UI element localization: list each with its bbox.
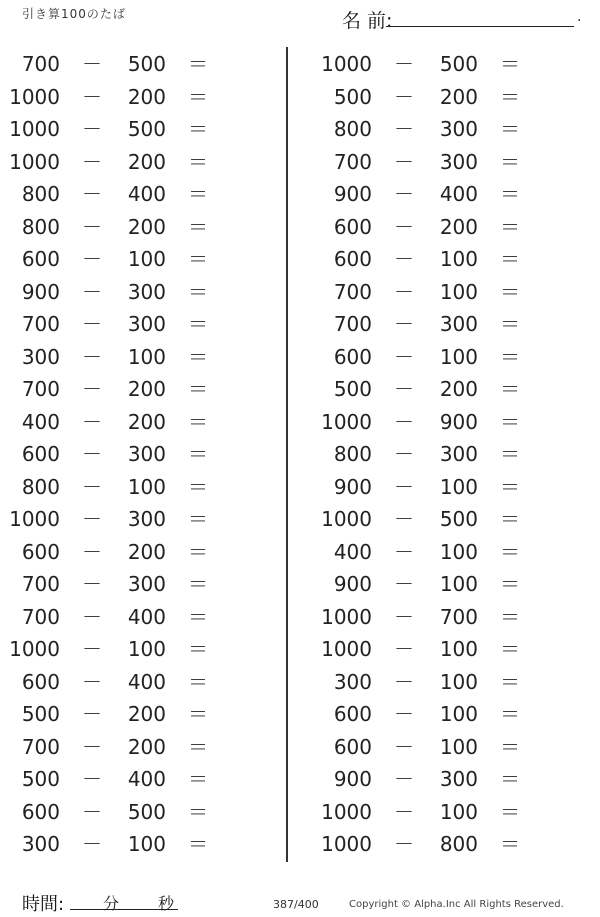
equals-sign: ＝ — [500, 279, 520, 304]
subtrahend: 500 — [127, 52, 166, 76]
problem-row — [0, 149, 600, 175]
minuend: 900 — [333, 474, 372, 499]
minus-sign: － — [82, 507, 102, 531]
equals-sign: ＝ — [188, 182, 208, 206]
equals-sign: ＝ — [500, 214, 520, 239]
minuend: 900 — [333, 572, 372, 596]
problem-row — [0, 506, 600, 532]
minuend: 600 — [21, 799, 60, 824]
minus-sign: － — [82, 214, 102, 239]
problem-row — [0, 311, 600, 337]
problem-row — [0, 604, 600, 630]
subtrahend: 200 — [127, 214, 166, 239]
minus-sign: － — [82, 117, 102, 141]
subtrahend: 100 — [127, 832, 166, 856]
minuend: 300 — [21, 832, 60, 856]
minuend: 1000 — [9, 149, 60, 174]
equals-sign: ＝ — [500, 442, 520, 466]
equals-sign: ＝ — [188, 214, 208, 239]
subtrahend: 200 — [127, 702, 166, 726]
equals-sign: ＝ — [500, 344, 520, 369]
minuend: 800 — [333, 442, 372, 466]
minuend: 1000 — [321, 409, 372, 434]
problem-row — [0, 181, 600, 207]
minuend: 300 — [21, 344, 60, 369]
equals-sign: ＝ — [188, 344, 208, 369]
subtrahend: 500 — [127, 799, 166, 824]
minuend: 800 — [21, 214, 60, 239]
minus-sign: － — [394, 702, 414, 726]
subtrahend: 500 — [439, 507, 478, 531]
subtrahend: 700 — [439, 604, 478, 629]
minus-sign: － — [82, 182, 102, 206]
equals-sign: ＝ — [188, 52, 208, 76]
problem-row — [0, 539, 600, 565]
problem-row — [0, 376, 600, 402]
minuend: 800 — [333, 117, 372, 141]
equals-sign: ＝ — [188, 734, 208, 759]
minus-sign: － — [82, 539, 102, 564]
minuend: 900 — [21, 279, 60, 304]
subtrahend: 400 — [127, 182, 166, 206]
minuend: 700 — [21, 312, 60, 336]
minuend: 1000 — [9, 507, 60, 531]
subtrahend: 800 — [439, 832, 478, 856]
problem-row — [0, 214, 600, 240]
subtrahend: 300 — [127, 572, 166, 596]
problem-row — [0, 246, 600, 272]
subtrahend: 400 — [127, 669, 166, 694]
equals-sign: ＝ — [500, 377, 520, 401]
minus-sign: － — [82, 247, 102, 271]
problem-row — [0, 51, 600, 77]
minus-sign: － — [394, 214, 414, 239]
equals-sign: ＝ — [188, 442, 208, 466]
minuend: 400 — [333, 539, 372, 564]
equals-sign: ＝ — [500, 604, 520, 629]
minuend: 900 — [333, 182, 372, 206]
minus-sign: － — [394, 247, 414, 271]
worksheet-title: 引き算100のたば — [22, 7, 126, 21]
subtrahend: 300 — [127, 279, 166, 304]
equals-sign: ＝ — [188, 247, 208, 271]
minuend: 1000 — [9, 117, 60, 141]
minus-sign: － — [82, 799, 102, 824]
subtrahend: 400 — [127, 604, 166, 629]
equals-sign: ＝ — [500, 799, 520, 824]
equals-sign: ＝ — [500, 734, 520, 759]
equals-sign: ＝ — [188, 312, 208, 336]
subtrahend: 400 — [439, 182, 478, 206]
minus-sign: － — [394, 442, 414, 466]
minus-sign: － — [394, 344, 414, 369]
equals-sign: ＝ — [500, 149, 520, 174]
minuend: 800 — [21, 182, 60, 206]
problem-row — [0, 344, 600, 370]
subtrahend: 100 — [439, 702, 478, 726]
minus-sign: － — [82, 702, 102, 726]
subtrahend: 300 — [439, 149, 478, 174]
minus-sign: － — [394, 149, 414, 174]
subtrahend: 100 — [439, 474, 478, 499]
problem-row — [0, 734, 600, 760]
subtrahend: 300 — [439, 767, 478, 791]
equals-sign: ＝ — [500, 312, 520, 336]
subtrahend: 200 — [439, 377, 478, 401]
equals-sign: ＝ — [500, 474, 520, 499]
minuend: 600 — [333, 344, 372, 369]
equals-sign: ＝ — [500, 247, 520, 271]
subtrahend: 500 — [127, 117, 166, 141]
minuend: 700 — [21, 604, 60, 629]
minus-sign: － — [394, 767, 414, 791]
minus-sign: － — [394, 507, 414, 531]
minus-sign: － — [82, 52, 102, 76]
minus-sign: － — [394, 377, 414, 401]
subtrahend: 100 — [439, 279, 478, 304]
minuend: 600 — [21, 539, 60, 564]
minus-sign: － — [82, 669, 102, 694]
minus-sign: － — [394, 409, 414, 434]
subtrahend: 300 — [127, 507, 166, 531]
minuend: 1000 — [321, 52, 372, 76]
subtrahend: 100 — [439, 669, 478, 694]
minuend: 1000 — [9, 637, 60, 661]
minuend: 700 — [21, 52, 60, 76]
minus-sign: － — [82, 149, 102, 174]
subtrahend: 200 — [127, 84, 166, 109]
equals-sign: ＝ — [188, 149, 208, 174]
subtrahend: 200 — [127, 539, 166, 564]
problem-row — [0, 799, 600, 825]
subtrahend: 300 — [127, 442, 166, 466]
problem-row — [0, 409, 600, 435]
minus-sign: － — [394, 604, 414, 629]
name-field-line — [386, 26, 574, 27]
minus-sign: － — [82, 767, 102, 791]
subtrahend: 200 — [439, 84, 478, 109]
minus-sign: － — [394, 474, 414, 499]
subtrahend: 100 — [439, 344, 478, 369]
minutes-label: 分 — [103, 894, 120, 913]
problem-row — [0, 279, 600, 305]
problem-row — [0, 701, 600, 727]
subtrahend: 100 — [439, 799, 478, 824]
subtrahend: 100 — [439, 247, 478, 271]
minuend: 1000 — [321, 604, 372, 629]
minuend: 700 — [21, 572, 60, 596]
subtrahend: 900 — [439, 409, 478, 434]
subtrahend: 500 — [439, 52, 478, 76]
subtrahend: 100 — [439, 572, 478, 596]
minuend: 1000 — [321, 799, 372, 824]
minuend: 700 — [21, 734, 60, 759]
subtrahend: 200 — [127, 377, 166, 401]
equals-sign: ＝ — [188, 572, 208, 596]
minus-sign: － — [394, 84, 414, 109]
problem-row — [0, 636, 600, 662]
minus-sign: － — [394, 539, 414, 564]
minuend: 700 — [333, 279, 372, 304]
minus-sign: － — [82, 832, 102, 856]
minus-sign: － — [82, 734, 102, 759]
subtrahend: 400 — [127, 767, 166, 791]
subtrahend: 100 — [439, 734, 478, 759]
equals-sign: ＝ — [188, 669, 208, 694]
minuend: 600 — [333, 734, 372, 759]
minus-sign: － — [82, 377, 102, 401]
minus-sign: － — [394, 734, 414, 759]
problem-row — [0, 669, 600, 695]
subtrahend: 100 — [439, 539, 478, 564]
minus-sign: － — [82, 344, 102, 369]
minus-sign: － — [82, 84, 102, 109]
problem-row — [0, 441, 600, 467]
equals-sign: ＝ — [188, 832, 208, 856]
minus-sign: － — [394, 117, 414, 141]
minus-sign: － — [82, 604, 102, 629]
equals-sign: ＝ — [500, 572, 520, 596]
time-label: 時間: — [22, 894, 65, 915]
equals-sign: ＝ — [188, 767, 208, 791]
minus-sign: － — [82, 442, 102, 466]
equals-sign: ＝ — [500, 767, 520, 791]
minuend: 1000 — [9, 84, 60, 109]
subtrahend: 300 — [127, 312, 166, 336]
minuend: 1000 — [321, 637, 372, 661]
equals-sign: ＝ — [188, 377, 208, 401]
equals-sign: ＝ — [188, 604, 208, 629]
minus-sign: － — [394, 312, 414, 336]
minuend: 500 — [333, 84, 372, 109]
minus-sign: － — [82, 637, 102, 661]
problem-row — [0, 84, 600, 110]
equals-sign: ＝ — [500, 409, 520, 434]
minuend: 700 — [333, 149, 372, 174]
minuend: 500 — [21, 702, 60, 726]
equals-sign: ＝ — [188, 799, 208, 824]
minus-sign: － — [394, 572, 414, 596]
minus-sign: － — [394, 52, 414, 76]
minuend: 600 — [333, 214, 372, 239]
minuend: 700 — [333, 312, 372, 336]
equals-sign: ＝ — [500, 669, 520, 694]
problem-row — [0, 766, 600, 792]
equals-sign: ＝ — [188, 637, 208, 661]
minuend: 500 — [21, 767, 60, 791]
minus-sign: － — [394, 637, 414, 661]
minuend: 600 — [21, 247, 60, 271]
problem-row — [0, 571, 600, 597]
name-label: 名 前: — [342, 10, 393, 32]
problem-row — [0, 831, 600, 857]
minuend: 900 — [333, 767, 372, 791]
minuend: 500 — [333, 377, 372, 401]
minus-sign: － — [82, 572, 102, 596]
subtrahend: 300 — [439, 312, 478, 336]
subtrahend: 100 — [439, 637, 478, 661]
minus-sign: － — [394, 832, 414, 856]
subtrahend: 300 — [439, 442, 478, 466]
name-field-end-dot: . — [577, 9, 582, 25]
equals-sign: ＝ — [500, 832, 520, 856]
subtrahend: 300 — [439, 117, 478, 141]
minus-sign: － — [82, 409, 102, 434]
page-number: 387/400 — [273, 898, 319, 911]
minus-sign: － — [82, 312, 102, 336]
equals-sign: ＝ — [188, 117, 208, 141]
equals-sign: ＝ — [500, 182, 520, 206]
minuend: 1000 — [321, 832, 372, 856]
equals-sign: ＝ — [500, 84, 520, 109]
subtrahend: 100 — [127, 474, 166, 499]
subtrahend: 100 — [127, 344, 166, 369]
minuend: 600 — [21, 442, 60, 466]
equals-sign: ＝ — [188, 84, 208, 109]
subtrahend: 200 — [127, 734, 166, 759]
copyright-notice: Copyright © Alpha.Inc All Rights Reserved. — [349, 899, 564, 910]
equals-sign: ＝ — [188, 279, 208, 304]
equals-sign: ＝ — [500, 117, 520, 141]
subtrahend: 200 — [127, 149, 166, 174]
subtrahend: 100 — [127, 247, 166, 271]
equals-sign: ＝ — [500, 539, 520, 564]
minuend: 600 — [333, 247, 372, 271]
seconds-label: 秒 — [158, 894, 175, 913]
minus-sign: － — [82, 279, 102, 304]
minus-sign: － — [394, 279, 414, 304]
minus-sign: － — [394, 182, 414, 206]
minus-sign: － — [394, 669, 414, 694]
minuend: 1000 — [321, 507, 372, 531]
equals-sign: ＝ — [188, 409, 208, 434]
equals-sign: ＝ — [500, 637, 520, 661]
equals-sign: ＝ — [188, 702, 208, 726]
minuend: 600 — [333, 702, 372, 726]
minus-sign: － — [82, 474, 102, 499]
minus-sign: － — [394, 799, 414, 824]
minuend: 600 — [21, 669, 60, 694]
minuend: 700 — [21, 377, 60, 401]
problem-row — [0, 474, 600, 500]
subtrahend: 100 — [127, 637, 166, 661]
subtrahend: 200 — [127, 409, 166, 434]
minuend: 800 — [21, 474, 60, 499]
equals-sign: ＝ — [188, 539, 208, 564]
equals-sign: ＝ — [188, 507, 208, 531]
subtrahend: 200 — [439, 214, 478, 239]
problem-row — [0, 116, 600, 142]
equals-sign: ＝ — [500, 507, 520, 531]
minuend: 300 — [333, 669, 372, 694]
equals-sign: ＝ — [188, 474, 208, 499]
equals-sign: ＝ — [500, 52, 520, 76]
minuend: 400 — [21, 409, 60, 434]
equals-sign: ＝ — [500, 702, 520, 726]
